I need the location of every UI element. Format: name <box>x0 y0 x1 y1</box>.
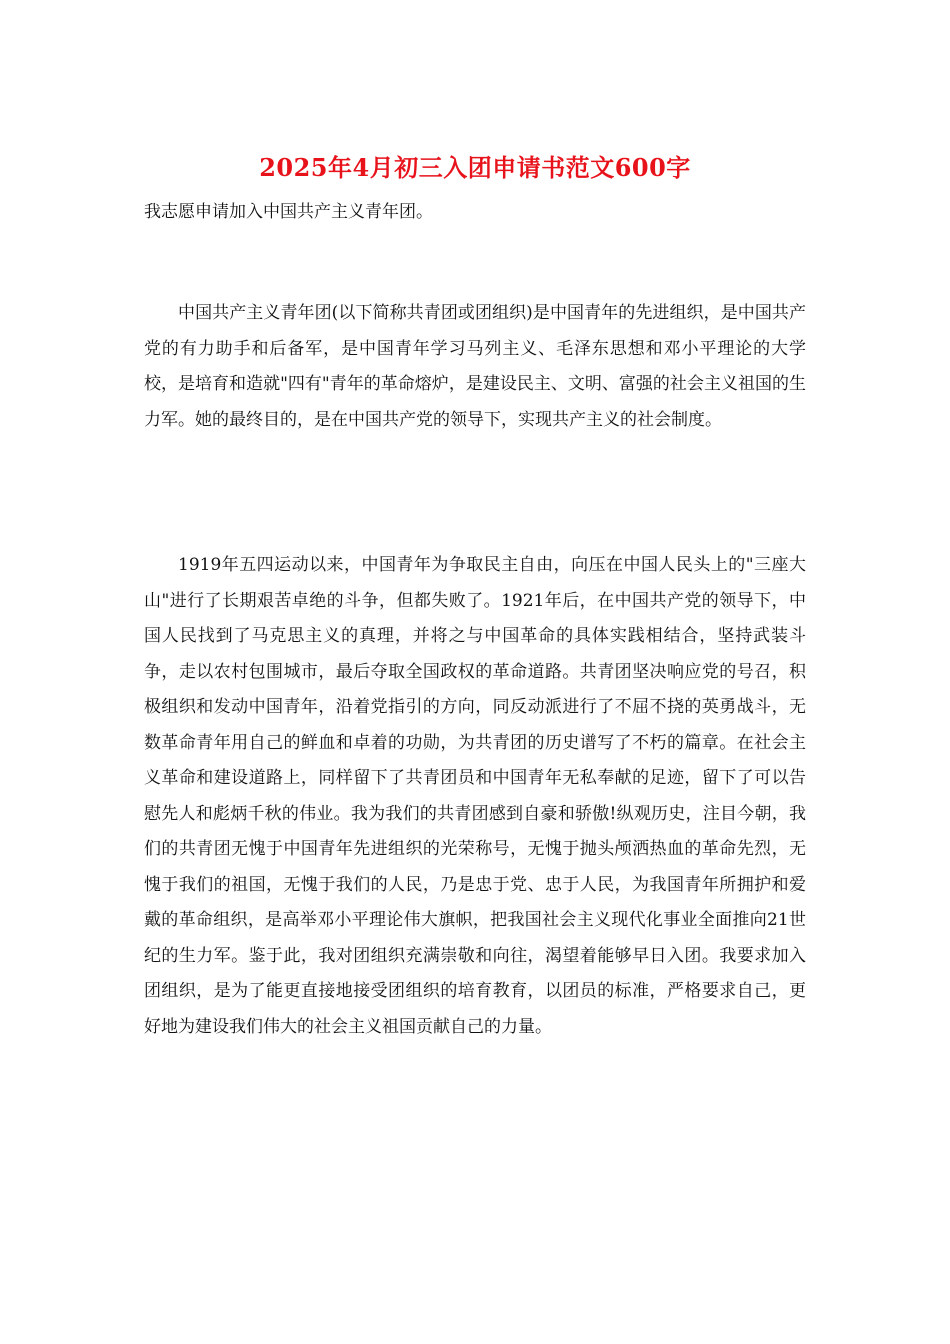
paragraph-league-history: 1919年五四运动以来，中国青年为争取民主自由，向压在中国人民头上的"三座大山"进行了长期艰苦卓绝的斗争，但都失败了。1921年后，在中国共产党的领导下，中国人民找到了马克思主义的真理，并将之与中国革命的具体实践相结合，坚持武装斗争，走以农村包围城市，最后夺取全国政权的革命道路。共青团坚决响应党的号召，积极组织和发动中国青年，沿着党指引的方向，同反动派进行了不屈不挠的英勇战斗，无数革命青年用自己的鲜血和卓着的功勋，为共青团的历史谱写了不朽的篇章。在社会主义革命和建设道路上，同样留下了共青团员和中国青年无私奉献的足迹，留下了可以告慰先人和彪炳千秋的伟业。我为我们的共青团感到自豪和骄傲!纵观历史，注目今朝，我们的共青团无愧于中国青年先进组织的光荣称号，无愧于抛头颅洒热血的革命先烈，无愧于我们的祖国，无愧于我们的人民，乃是忠于党、忠于人民，为我国青年所拥护和爱戴的革命组织，是高举邓小平理论伟大旗帜，把我国社会主义现代化事业全面推向21世纪的生力军。鉴于此，我对团组织充满崇敬和向往，渴望着能够早日入团。我要求加入团组织，是为了能更直接地接受团组织的培育教育，以团员的标准，严格要求自己，更好地为建设我们伟大的社会主义祖国贡献自己的力量。 <box>144 555 806 1037</box>
intro-line: 我志愿申请加入中国共产主义青年团。 <box>144 202 433 222</box>
paragraph-league-definition: 中国共产主义青年团(以下简称共青团或团组织)是中国青年的先进组织，是中国共产党的有力助手和后备军，是中国青年学习马列主义、毛泽东思想和邓小平理论的大学校，是培育和造就"四有"青年的革命熔炉，是建设民主、文明、富强的社会主义祖国的生力军。她的最终目的，是在中国共产党的领导下，实现共产主义的社会制度。 <box>144 303 806 430</box>
document-title: 2025年4月初三入团申请书范文600字 <box>259 153 691 182</box>
